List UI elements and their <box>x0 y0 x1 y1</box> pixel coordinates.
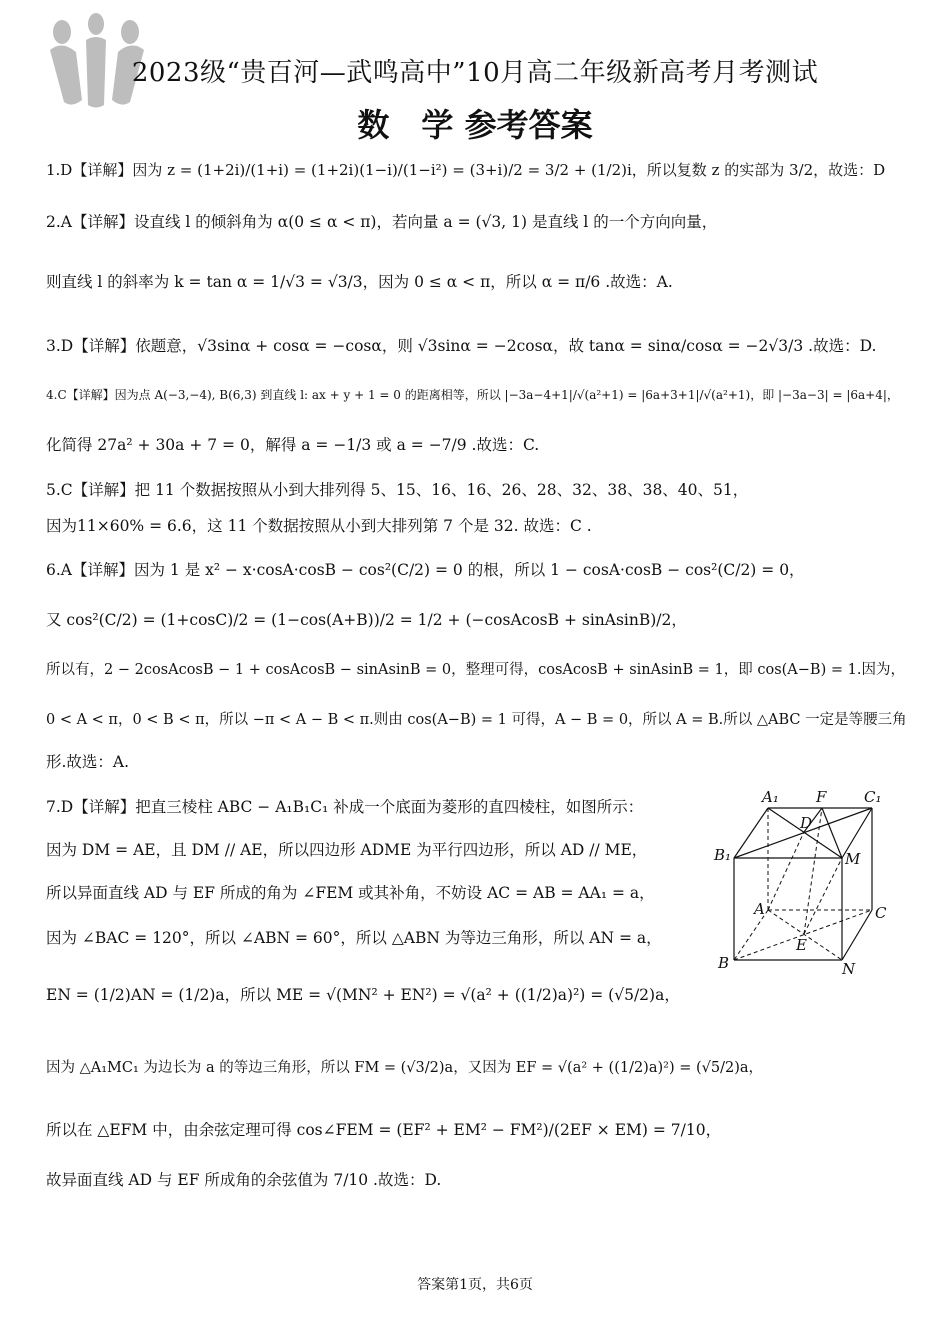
answer-2-line-1: 2.A【详解】设直线 l 的倾斜角为 α(0 ≤ α < π)，若向量 a = (√3, 1) 是直线 l 的一个方向向量， <box>46 213 718 231</box>
answer-7-line-4: 因为 ∠BAC = 120°，所以 ∠ABN = 60°，所以 △ABN 为等边三角形，所以 AN = a， <box>46 929 662 947</box>
answer-7-line-1: 7.D【详解】把直三棱柱 ABC − A₁B₁C₁ 补成一个底面为菱形的直四棱柱，如图所示： <box>46 798 644 816</box>
answer-3: 3.D【详解】依题意，√3sinα + cosα = −cosα，则 √3sinα = −2cosα，故 tanα = sinα/cosα = −2√3/3 .故选：D. <box>46 337 877 355</box>
answer-4-line-1: 4.C【详解】因为点 A(−3,−4), B(6,3) 到直线 l: ax + y + 1 = 0 的距离相等，所以 |−3a−4+1|/√(a²+1) = |6a+3+1|/√(a²+1)，即 |−3a−3| = |6a+4|， <box>46 388 899 402</box>
label-a: A <box>754 900 765 918</box>
answer-5-line-2: 因为11×60% = 6.6，这 11 个数据按照从小到大排列第 7 个是 32. 故选：C . <box>46 517 592 535</box>
label-m: M <box>845 850 861 868</box>
label-a1: A₁ <box>762 788 779 806</box>
edge-f-m <box>822 808 842 858</box>
answer-4-line-2: 化简得 27a² + 30a + 7 = 0，解得 a = −1/3 或 a = −7/9 .故选：C. <box>46 436 540 454</box>
answer-7-line-5: EN = (1/2)AN = (1/2)a，所以 ME = √(MN² + EN²) = √(a² + ((1/2)a)²) = (√5/2)a， <box>46 986 680 1004</box>
label-f: F <box>816 788 827 806</box>
page-title: 2023级“贵百河—武鸣高中”10月高二年级新高考月考测试 <box>131 58 819 88</box>
label-n: N <box>842 960 856 978</box>
answer-6-line-2: 又 cos²(C/2) = (1+cosC)/2 = (1−cos(A+B))/2 = 1/2 + (−cosAcosB + sinAsinB)/2， <box>46 611 687 629</box>
label-c1: C₁ <box>864 788 882 806</box>
answer-1: 1.D【详解】因为 z = (1+2i)/(1+i) = (1+2i)(1−i)/(1−i²) = (3+i)/2 = 3/2 + (1/2)i，所以复数 z 的实部为 3/2，故选：D <box>46 161 886 179</box>
label-e: E <box>796 936 807 954</box>
answer-7-line-7: 所以在 △EFM 中，由余弦定理可得 cos∠FEM = (EF² + EM² − FM²)/(2EF × EM) = 7/10， <box>46 1121 722 1139</box>
label-b1: B₁ <box>714 846 732 864</box>
prism-figure <box>712 788 912 978</box>
answer-7-line-3: 所以异面直线 AD 与 EF 所成的角为 ∠FEM 或其补角，不妨设 AC = AB = AA₁ = a， <box>46 884 655 902</box>
label-d: D <box>800 814 813 832</box>
edge-a1-b1 <box>734 808 768 858</box>
answer-7-line-6: 因为 △A₁MC₁ 为边长为 a 的等边三角形，所以 FM = (√3/2)a，又因为 EF = √(a² + ((1/2)a)²) = (√5/2)a， <box>46 1060 764 1076</box>
answer-5-line-1: 5.C【详解】把 11 个数据按照从小到大排列得 5、15、16、16、26、28、32、38、38、40、51， <box>46 481 749 499</box>
answer-2-line-2: 则直线 l 的斜率为 k = tan α = 1/√3 = √3/3，因为 0 ≤ α < π，所以 α = π/6 .故选：A. <box>46 273 673 291</box>
answer-6-line-1: 6.A【详解】因为 1 是 x² − x·cosA·cosB − cos²(C/2) = 0 的根，所以 1 − cosA·cosB − cos²(C/2) = 0， <box>46 561 805 579</box>
answer-6-line-5: 形.故选：A. <box>46 753 130 771</box>
page-footer: 答案第1页，共6页 <box>417 1277 533 1293</box>
answer-6-line-3: 所以有，2 − 2cosAcosB − 1 + cosAcosB − sinAsinB = 0，整理可得，cosAcosB + sinAsinB = 1，即 cos(A−B) = 1.因为， <box>46 662 905 678</box>
page-subtitle: 数 学 参考答案 <box>357 106 593 144</box>
answer-6-line-4: 0 < A < π，0 < B < π，所以 −π < A − B < π.则由 cos(A−B) = 1 可得，A − B = 0，所以 A = B.所以 △ABC 一定是等腰三角 <box>46 712 907 728</box>
answer-7-line-8: 故异面直线 AD 与 EF 所成角的余弦值为 7/10 .故选：D. <box>46 1171 442 1189</box>
label-c: C <box>875 904 887 922</box>
answer-7-line-2: 因为 DM = AE，且 DM // AE，所以四边形 ADME 为平行四边形，所以 AD // ME， <box>46 841 648 859</box>
label-b: B <box>718 954 730 972</box>
edge-n-c <box>842 910 872 960</box>
